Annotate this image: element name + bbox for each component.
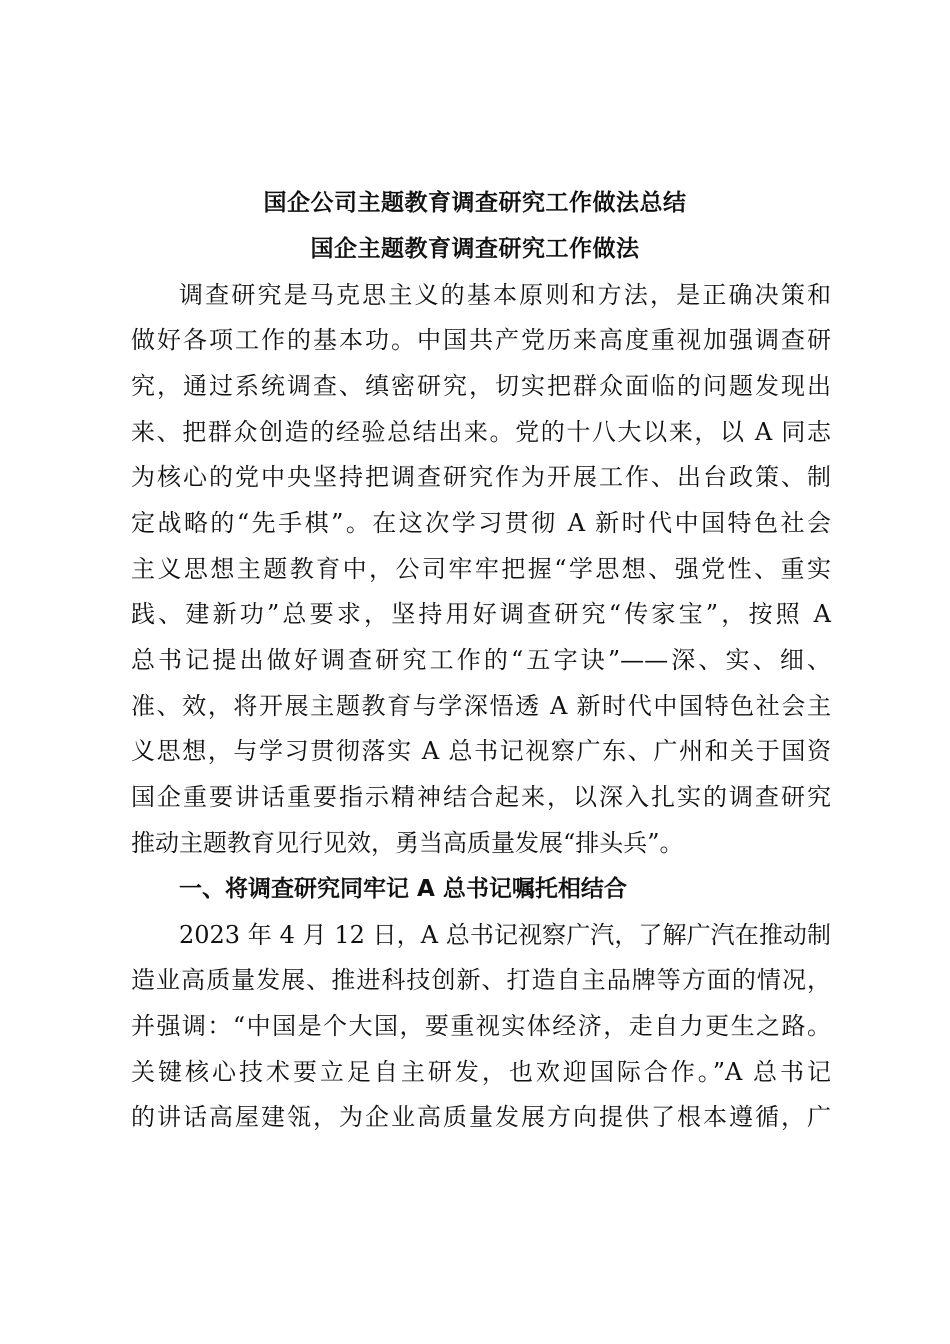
paragraph-line: 来、把群众创造的经验总结出来。党的十八大以来，以 A 同志 [131, 418, 831, 446]
paragraph-line: 准、效，将开展主题教育与学深悟透 A 新时代中国特色社会主 [131, 692, 831, 720]
paragraph-line: 总书记提出做好调查研究工作的“五字诀”——深、实、细、 [131, 646, 831, 674]
paragraph-line: 关键核心技术要立足自主研发，也欢迎国际合作。”A 总书记 [131, 1058, 831, 1086]
paragraph-line: 做好各项工作的基本功。中国共产党历来高度重视加强调查研 [131, 326, 831, 354]
paragraph-line: 造业高质量发展、推进科技创新、打造自主品牌等方面的情况， [131, 966, 831, 994]
paragraph-line: 为核心的党中央坚持把调查研究作为开展工作、出台政策、制 [131, 463, 831, 491]
document-title: 国企公司主题教育调查研究工作做法总结 [263, 190, 687, 216]
paragraph-line: 定战略的“先手棋”。在这次学习贯彻 A 新时代中国特色社会 [131, 509, 831, 537]
paragraph-line: 国企重要讲话重要指示精神结合起来，以深入扎实的调查研究 [131, 783, 831, 811]
paragraph-line: 并强调：“中国是个大国，要重视实体经济，走自力更生之路。 [131, 1012, 831, 1040]
paragraph-line: 2023 年 4 月 12 日，A 总书记视察广汽，了解广汽在推动制 [179, 921, 831, 949]
section-heading: 一、将调查研究同牢记 A 总书记嘱托相结合 [179, 876, 627, 902]
paragraph-line: 践、建新功”总要求，坚持用好调查研究“传家宝”，按照 A [131, 600, 831, 628]
paragraph-line: 调查研究是马克思主义的基本原则和方法，是正确决策和 [179, 281, 831, 309]
paragraph-line: 义思想，与学习贯彻落实 A 总书记视察广东、广州和关于国资 [131, 737, 831, 765]
paragraph-line: 的讲话高屋建瓴，为企业高质量发展方向提供了根本遵循，广 [131, 1103, 831, 1131]
paragraph-line: 究，通过系统调查、缜密研究，切实把群众面临的问题发现出 [131, 372, 831, 400]
paragraph-line: 主义思想主题教育中，公司牢牢把握“学思想、强党性、重实 [131, 555, 831, 583]
document-subtitle: 国企主题教育调查研究工作做法 [310, 236, 640, 262]
paragraph-line: 推动主题教育见行见效，勇当高质量发展“排头兵”。 [131, 829, 684, 857]
